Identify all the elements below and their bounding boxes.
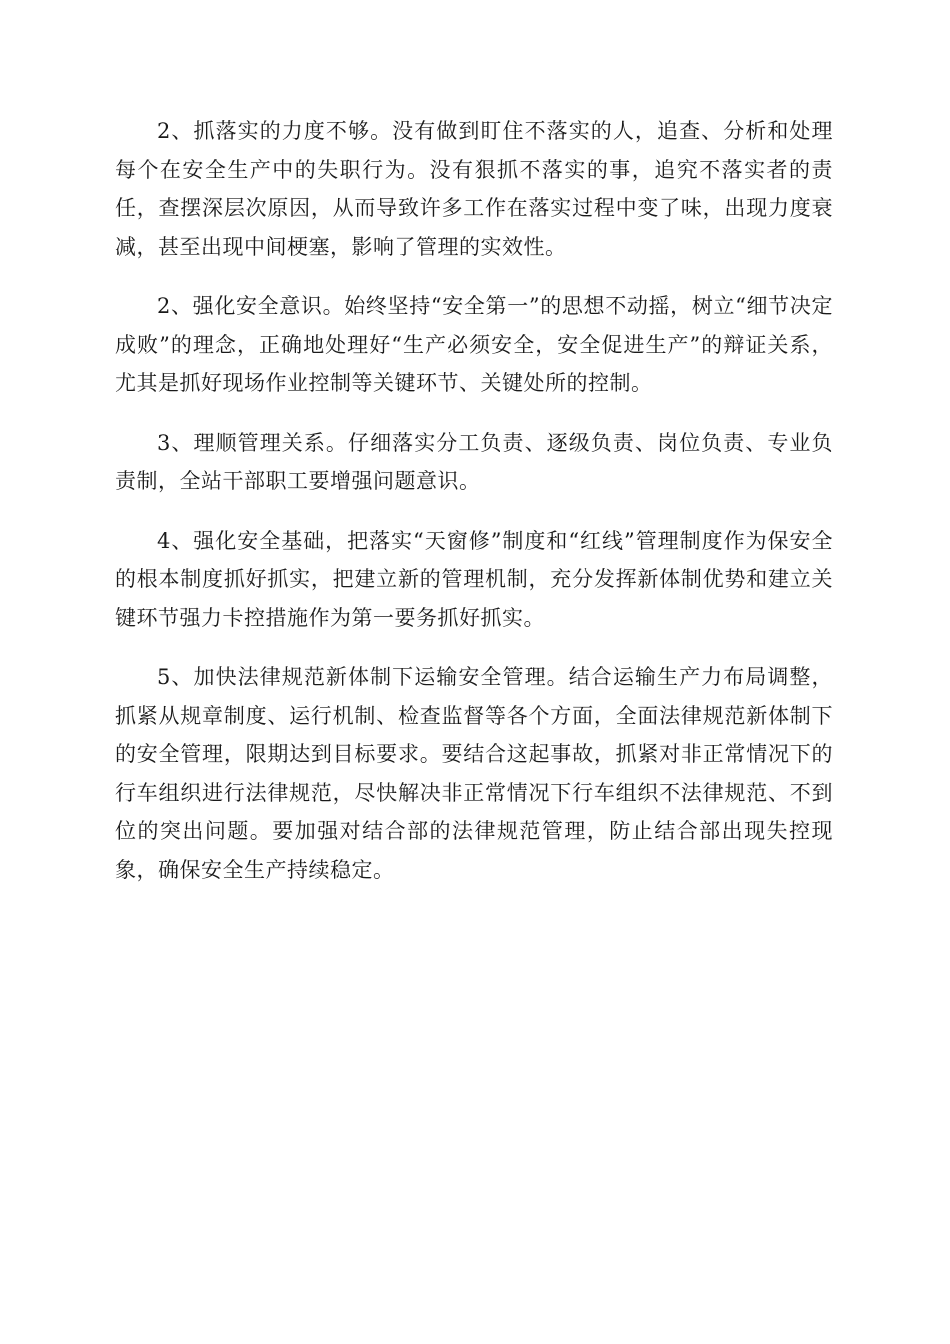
paragraph-3: 3、理顺管理关系。仔细落实分工负责、逐级负责、岗位负责、专业负责制，全站干部职工要增强问题意识。 [115,430,833,493]
paragraph-1: 2、抓落实的力度不够。没有做到盯住不落实的人，追查、分析和处理每个在安全生产中的失职行为。没有狠抓不落实的事，追究不落实者的责任，查摆深层次原因，从而导致许多工作在落实过程中变了味，出现力度衰减，甚至出现中间梗塞，影响了管理的实效性。 [115,119,833,259]
paragraph-2: 2、强化安全意识。始终坚持“安全第一”的思想不动摇，树立“细节决定成败”的理念，正确地处理好“生产必须安全，安全促进生产”的辩证关系，尤其是抓好现场作业控制等关键环节、关键处所的控制。 [115,294,833,395]
paragraph-5: 5、加快法律规范新体制下运输安全管理。结合运输生产力布局调整，抓紧从规章制度、运行机制、检查监督等各个方面，全面法律规范新体制下的安全管理，限期达到目标要求。要结合这起事故，抓紧对非正常情况下的行车组织进行法律规范，尽快解决非正常情况下行车组织不法律规范、不到位的突出问题。要加强对结合部的法律规范管理，防止结合部出现失控现象，确保安全生产持续稳定。 [115,665,833,882]
paragraph-4: 4、强化安全基础，把落实“天窗修”制度和“红线”管理制度作为保安全的根本制度抓好抓实，把建立新的管理机制，充分发挥新体制优势和建立关键环节强力卡控措施作为第一要务抓好抓实。 [115,528,833,630]
document-body [115,112,833,910]
